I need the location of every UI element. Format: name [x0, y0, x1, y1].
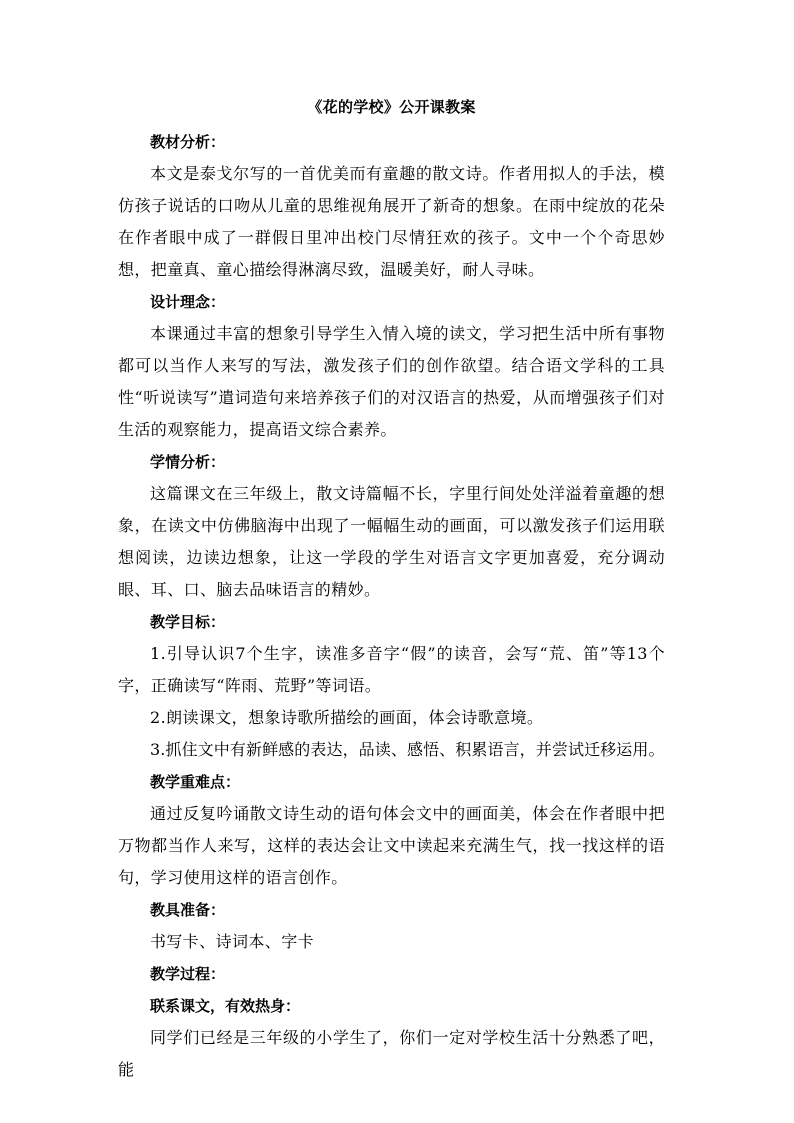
document-title: 《花的学校》公开课教案 — [307, 98, 476, 116]
section-heading-process: 教学过程： — [150, 965, 226, 983]
subsection-heading-warmup: 联系课文，有效热身： — [150, 997, 301, 1015]
section-text-learners: 这篇课文在三年级上，散文诗篇幅不长，字里行间处处洋溢着童趣的想象，在读文中仿佛脑海中出现了一幅幅生动的画面，可以激发孩子们运用联想阅读，边读边想象，让这一学段的学生对语言文字更加喜爱，充分调动眼、耳、口、脑去品味语言的精妙。 — [118, 484, 665, 599]
section-text-warmup: 同学们已经是三年级的小学生了，你们一定对学校生活十分熟悉了吧，能 — [118, 1028, 665, 1079]
section-heading-materials: 教具准备： — [150, 901, 226, 919]
section-heading-goals: 教学目标： — [150, 613, 226, 631]
section-heading-concept: 设计理念： — [150, 293, 226, 311]
section-heading-learners: 学情分析： — [150, 453, 226, 471]
document-page — [118, 96, 665, 1086]
section-heading-keypoints: 教学重难点： — [150, 773, 241, 791]
section-text-concept: 本课通过丰富的想象引导学生入情入境的读文，学习把生活中所有事物都可以当作人来写的写法，激发孩子们的创作欲望。结合语文学科的工具性“听说读写”遣词造句来培养孩子们的对汉语言的热爱，从而增强孩子们对生活的观察能力，提高语文综合素养。 — [118, 324, 665, 439]
goal-item-1: 1.引导认识7个生字，读准多音字“假”的读音，会写“荒、笛”等13个字，正确读写“阵雨、荒野”等词语。 — [118, 644, 665, 695]
section-text-materials: 书写卡、诗词本、字卡 — [150, 932, 315, 951]
goal-item-3: 3.抓住文中有新鲜感的表达，品读、感悟、积累语言，并尝试迁移运用。 — [150, 740, 665, 759]
section-heading-analysis: 教材分析： — [150, 133, 226, 151]
goal-item-2: 2.朗读课文，想象诗歌所描绘的画面，体会诗歌意境。 — [150, 708, 544, 727]
section-text-keypoints: 通过反复吟诵散文诗生动的语句体会文中的画面美，体会在作者眼中把万物都当作人来写，这样的表达会让文中读起来充满生气，找一找这样的语句，学习使用这样的语言创作。 — [118, 804, 665, 887]
section-text-analysis: 本文是泰戈尔写的一首优美而有童趣的散文诗。作者用拟人的手法，模仿孩子说话的口吻从儿童的思维视角展开了新奇的想象。在雨中绽放的花朵在作者眼中成了一群假日里冲出校门尽情狂欢的孩子。文中一个个奇思妙想，把童真、童心描绘得淋漓尽致，温暖美好，耐人寻味。 — [118, 164, 665, 279]
